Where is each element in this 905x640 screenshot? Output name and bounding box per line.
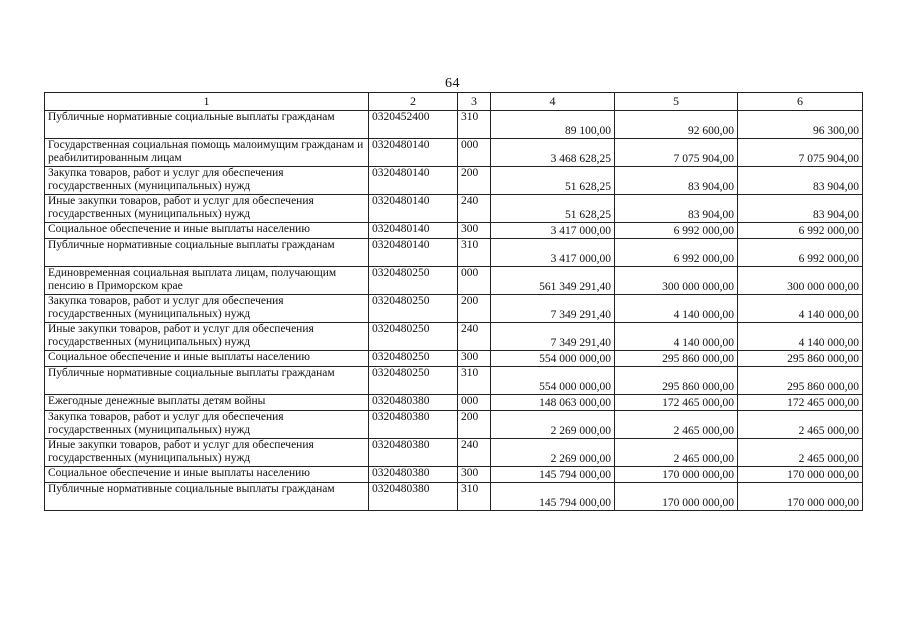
target-code: 0320480140 (369, 167, 458, 195)
column-header: 5 (615, 93, 738, 111)
amount-col4: 2 269 000,00 (491, 439, 615, 467)
expense-type: 240 (458, 195, 491, 223)
expense-type: 300 (458, 351, 491, 367)
amount-col5: 172 465 000,00 (615, 395, 738, 411)
target-code: 0320480380 (369, 467, 458, 483)
amount-col5: 6 992 000,00 (615, 223, 738, 239)
amount-col5: 170 000 000,00 (615, 467, 738, 483)
table-row (45, 351, 863, 367)
amount-col6: 172 465 000,00 (738, 395, 863, 411)
item-name: Закупка товаров, работ и услуг для обеспечения государственных (муниципальных) нужд (45, 295, 369, 323)
amount-col4: 148 063 000,00 (491, 395, 615, 411)
table-row (45, 323, 863, 351)
amount-col6: 295 860 000,00 (738, 351, 863, 367)
expense-type: 200 (458, 295, 491, 323)
item-name: Публичные нормативные социальные выплаты гражданам (45, 111, 369, 139)
amount-col5: 92 600,00 (615, 111, 738, 139)
amount-col5: 170 000 000,00 (615, 483, 738, 511)
expense-type: 310 (458, 483, 491, 511)
item-name: Публичные нормативные социальные выплаты гражданам (45, 367, 369, 395)
item-name: Закупка товаров, работ и услуг для обеспечения государственных (муниципальных) нужд (45, 411, 369, 439)
table-row (45, 367, 863, 395)
target-code: 0320480140 (369, 195, 458, 223)
target-code: 0320480140 (369, 139, 458, 167)
table-row (45, 411, 863, 439)
table-row (45, 483, 863, 511)
table-row (45, 195, 863, 223)
item-name: Иные закупки товаров, работ и услуг для обеспечения государственных (муниципальных) нужд (45, 439, 369, 467)
expense-type: 310 (458, 111, 491, 139)
amount-col4: 89 100,00 (491, 111, 615, 139)
amount-col5: 83 904,00 (615, 167, 738, 195)
table-row (45, 467, 863, 483)
amount-col4: 554 000 000,00 (491, 351, 615, 367)
expense-type: 240 (458, 323, 491, 351)
item-name: Закупка товаров, работ и услуг для обеспечения государственных (муниципальных) нужд (45, 167, 369, 195)
amount-col4: 3 417 000,00 (491, 239, 615, 267)
item-name: Социальное обеспечение и иные выплаты населению (45, 467, 369, 483)
expense-type: 000 (458, 139, 491, 167)
item-name: Иные закупки товаров, работ и услуг для обеспечения государственных (муниципальных) нужд (45, 323, 369, 351)
amount-col6: 4 140 000,00 (738, 295, 863, 323)
amount-col6: 4 140 000,00 (738, 323, 863, 351)
target-code: 0320480380 (369, 395, 458, 411)
amount-col5: 295 860 000,00 (615, 367, 738, 395)
target-code: 0320480250 (369, 295, 458, 323)
target-code: 0320480140 (369, 223, 458, 239)
target-code: 0320480250 (369, 351, 458, 367)
amount-col4: 3 468 628,25 (491, 139, 615, 167)
amount-col6: 170 000 000,00 (738, 483, 863, 511)
amount-col4: 7 349 291,40 (491, 295, 615, 323)
amount-col6: 83 904,00 (738, 167, 863, 195)
target-code: 0320480140 (369, 239, 458, 267)
item-name: Ежегодные денежные выплаты детям войны (45, 395, 369, 411)
amount-col5: 7 075 904,00 (615, 139, 738, 167)
amount-col5: 2 465 000,00 (615, 439, 738, 467)
table-row (45, 239, 863, 267)
amount-col6: 6 992 000,00 (738, 239, 863, 267)
item-name: Государственная социальная помощь малоимущим гражданам и реабилитированным лицам (45, 139, 369, 167)
expense-type: 310 (458, 239, 491, 267)
target-code: 0320480380 (369, 411, 458, 439)
expense-type: 000 (458, 395, 491, 411)
amount-col4: 554 000 000,00 (491, 367, 615, 395)
table-row (45, 111, 863, 139)
target-code: 0320480380 (369, 483, 458, 511)
amount-col6: 300 000 000,00 (738, 267, 863, 295)
amount-col5: 6 992 000,00 (615, 239, 738, 267)
column-header: 1 (45, 93, 369, 111)
table-row (45, 139, 863, 167)
expense-type: 200 (458, 411, 491, 439)
amount-col4: 3 417 000,00 (491, 223, 615, 239)
amount-col5: 83 904,00 (615, 195, 738, 223)
amount-col6: 6 992 000,00 (738, 223, 863, 239)
item-name: Социальное обеспечение и иные выплаты населению (45, 351, 369, 367)
amount-col6: 83 904,00 (738, 195, 863, 223)
amount-col5: 300 000 000,00 (615, 267, 738, 295)
amount-col4: 51 628,25 (491, 195, 615, 223)
column-header: 6 (738, 93, 863, 111)
expense-type: 000 (458, 267, 491, 295)
expense-type: 200 (458, 167, 491, 195)
table-row (45, 439, 863, 467)
target-code: 0320452400 (369, 111, 458, 139)
table-row (45, 223, 863, 239)
table-row (45, 167, 863, 195)
amount-col6: 96 300,00 (738, 111, 863, 139)
table-header-row (45, 93, 863, 111)
table-row (45, 267, 863, 295)
table-row (45, 295, 863, 323)
item-name: Иные закупки товаров, работ и услуг для обеспечения государственных (муниципальных) нужд (45, 195, 369, 223)
budget-table (44, 92, 863, 511)
amount-col6: 170 000 000,00 (738, 467, 863, 483)
expense-type: 300 (458, 467, 491, 483)
target-code: 0320480380 (369, 439, 458, 467)
amount-col4: 7 349 291,40 (491, 323, 615, 351)
page-number: 64 (445, 76, 460, 91)
amount-col5: 295 860 000,00 (615, 351, 738, 367)
table-row (45, 395, 863, 411)
amount-col6: 295 860 000,00 (738, 367, 863, 395)
item-name: Публичные нормативные социальные выплаты гражданам (45, 239, 369, 267)
target-code: 0320480250 (369, 267, 458, 295)
amount-col4: 561 349 291,40 (491, 267, 615, 295)
amount-col4: 145 794 000,00 (491, 483, 615, 511)
target-code: 0320480250 (369, 323, 458, 351)
item-name: Социальное обеспечение и иные выплаты населению (45, 223, 369, 239)
amount-col6: 2 465 000,00 (738, 411, 863, 439)
amount-col6: 2 465 000,00 (738, 439, 863, 467)
amount-col5: 2 465 000,00 (615, 411, 738, 439)
column-header: 3 (458, 93, 491, 111)
expense-type: 240 (458, 439, 491, 467)
column-header: 2 (369, 93, 458, 111)
item-name: Публичные нормативные социальные выплаты гражданам (45, 483, 369, 511)
item-name: Единовременная социальная выплата лицам, получающим пенсию в Приморском крае (45, 267, 369, 295)
column-header: 4 (491, 93, 615, 111)
amount-col4: 51 628,25 (491, 167, 615, 195)
amount-col4: 2 269 000,00 (491, 411, 615, 439)
amount-col6: 7 075 904,00 (738, 139, 863, 167)
amount-col5: 4 140 000,00 (615, 323, 738, 351)
amount-col5: 4 140 000,00 (615, 295, 738, 323)
target-code: 0320480250 (369, 367, 458, 395)
expense-type: 310 (458, 367, 491, 395)
amount-col4: 145 794 000,00 (491, 467, 615, 483)
expense-type: 300 (458, 223, 491, 239)
